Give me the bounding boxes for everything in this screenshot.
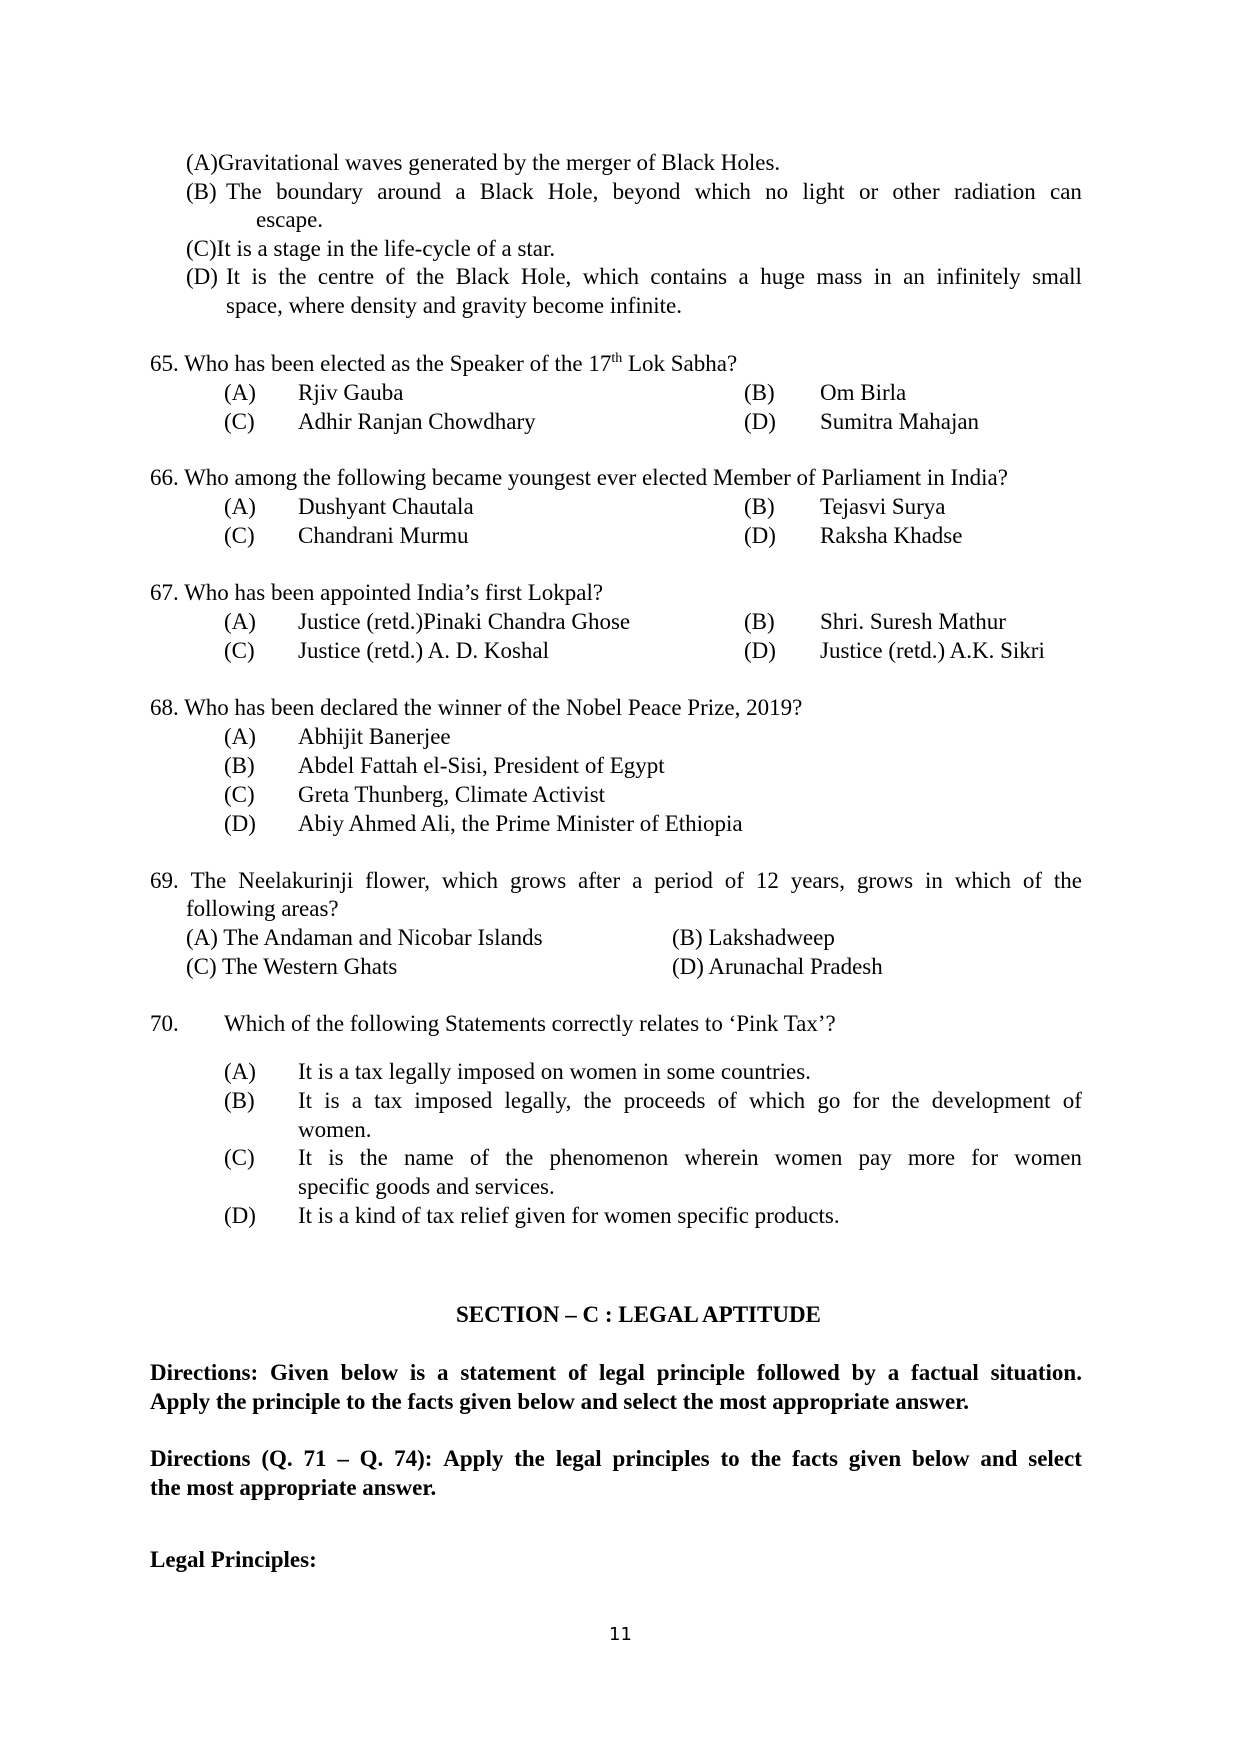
q67-c-label: (C) xyxy=(224,638,255,663)
word: (Q. xyxy=(261,1446,293,1471)
word: the xyxy=(359,1145,388,1170)
word: Directions xyxy=(150,1446,251,1471)
word: phenomenon xyxy=(549,1145,669,1170)
word: a xyxy=(351,1088,362,1113)
page-number: 11 xyxy=(609,1624,632,1645)
word: radiation xyxy=(953,179,1036,204)
word: for xyxy=(971,1145,999,1170)
q66-c-text: Chandrani Murmu xyxy=(298,523,469,548)
q68-stem: 68. Who has been declared the winner of the Nobel Peace Prize, 2019? xyxy=(150,695,803,720)
q70-c-line1 xyxy=(298,1143,1082,1172)
q66-d-label: (D) xyxy=(744,523,776,548)
word: It xyxy=(298,1088,313,1113)
word: which xyxy=(954,868,1011,893)
word: light xyxy=(802,179,845,204)
q70-d-text: It is a kind of tax relief given for women specific products. xyxy=(298,1203,840,1228)
word: imposed xyxy=(414,1088,493,1113)
q67-d-text: Justice (retd.) A.K. Sikri xyxy=(820,638,1045,663)
word: statement xyxy=(460,1360,557,1385)
q64-option-a xyxy=(186,148,780,177)
q64-option-c-text: It is a stage in the life-cycle of a star. xyxy=(216,236,556,261)
directions-2-line2: the most appropriate answer. xyxy=(150,1475,437,1500)
word: select xyxy=(1028,1446,1082,1471)
q64-option-d-line2: space, where density and gravity become infinite. xyxy=(226,293,683,318)
q70-b-line1 xyxy=(298,1086,1082,1115)
word: below xyxy=(340,1360,399,1385)
word: by xyxy=(851,1360,876,1385)
word: grows xyxy=(509,868,567,893)
word: Given xyxy=(269,1360,329,1385)
word: more xyxy=(907,1145,956,1170)
word: of xyxy=(724,868,744,893)
word: the xyxy=(1053,868,1082,893)
q65-b-label: (B) xyxy=(744,380,775,405)
q67-b-text: Shri. Suresh Mathur xyxy=(820,609,1006,634)
q70-a-text: It is a tax legally imposed on women in some countries. xyxy=(298,1059,811,1084)
word: The xyxy=(226,179,262,204)
q67-b-label: (B) xyxy=(744,609,775,634)
q66-c-label: (C) xyxy=(224,523,255,548)
q67-a-text: Justice (retd.)Pinaki Chandra Ghose xyxy=(298,609,631,634)
q64-option-c xyxy=(186,234,555,263)
q67-stem: 67. Who has been appointed India’s first Lokpal? xyxy=(150,580,604,605)
word: women xyxy=(1014,1145,1082,1170)
word: 71 xyxy=(303,1446,327,1471)
word: principle xyxy=(656,1360,745,1385)
word: of xyxy=(385,264,405,289)
word: the xyxy=(278,264,307,289)
q67-c-text: Justice (retd.) A. D. Koshal xyxy=(298,638,550,663)
q70-c-line2: specific goods and services. xyxy=(298,1174,555,1199)
word: mass xyxy=(816,264,863,289)
word: go xyxy=(817,1088,841,1113)
q70-b-label: (B) xyxy=(224,1088,255,1113)
word: after xyxy=(578,868,621,893)
q69-option-c: (C) The Western Ghats xyxy=(186,954,398,979)
word: Neelakurinji xyxy=(238,868,354,893)
word: The xyxy=(190,868,227,893)
word: a xyxy=(437,1360,449,1385)
word: in xyxy=(924,868,943,893)
word: wherein xyxy=(684,1145,759,1170)
word: 74): xyxy=(394,1446,433,1471)
q64-option-d-label: (D) xyxy=(186,264,218,289)
q68-c-text: Greta Thunberg, Climate Activist xyxy=(298,782,606,807)
word: factual xyxy=(911,1360,979,1385)
q68-d-label: (D) xyxy=(224,811,256,836)
directions-1-line2: Apply the principle to the facts given below and select the most appropriate answer. xyxy=(150,1389,970,1414)
q68-b-text: Abdel Fattah el-Sisi, President of Egypt xyxy=(298,753,665,778)
word: a xyxy=(632,868,643,893)
word: flower, xyxy=(365,868,430,893)
word: is xyxy=(251,264,267,289)
word: of xyxy=(717,1088,737,1113)
word: Black xyxy=(455,264,510,289)
directions-1-line1 xyxy=(150,1358,1082,1387)
q68-a-label: (A) xyxy=(224,724,256,749)
word: beyond xyxy=(612,179,681,204)
word: 12 xyxy=(755,868,779,893)
q68-a-text: Abhijit Banerjee xyxy=(298,724,451,749)
word: name xyxy=(403,1145,454,1170)
word: and xyxy=(980,1446,1018,1471)
q65-stem: 65. Who has been elected as the Speaker of the 17th Lok Sabha? xyxy=(150,351,738,376)
word: proceeds xyxy=(623,1088,706,1113)
word: the xyxy=(514,1446,545,1471)
word: years, xyxy=(790,868,845,893)
word: 69. xyxy=(150,868,179,893)
q65-c-text: Adhir Ranjan Chowdhary xyxy=(298,409,536,434)
q65-b-text: Om Birla xyxy=(820,380,907,405)
q69-option-a: (A) The Andaman and Nicobar Islands xyxy=(186,925,543,950)
word: Apply xyxy=(443,1446,504,1471)
word: small xyxy=(1032,264,1082,289)
q70-b-line2: women. xyxy=(298,1117,372,1142)
word: the xyxy=(416,264,445,289)
q64-option-a-text: Gravitational waves generated by the merger of Black Holes. xyxy=(217,150,781,175)
q64-option-d-line1 xyxy=(226,262,1082,291)
q67-a-label: (A) xyxy=(224,609,256,634)
q68-d-text: Abiy Ahmed Ali, the Prime Minister of Ethiopia xyxy=(298,811,743,836)
q66-a-text: Dushyant Chautala xyxy=(298,494,474,519)
word: which xyxy=(694,179,751,204)
word: the xyxy=(505,1145,534,1170)
word: of xyxy=(469,1145,490,1170)
word: situation. xyxy=(990,1360,1082,1385)
word: contains xyxy=(650,264,728,289)
q65-d-label: (D) xyxy=(744,409,776,434)
q68-b-label: (B) xyxy=(224,753,255,778)
word: other xyxy=(892,179,940,204)
q65-a-text: Rjiv Gauba xyxy=(298,380,404,405)
word: no xyxy=(765,179,789,204)
section-c-heading: SECTION – C : LEGAL APTITUDE xyxy=(456,1302,821,1327)
word: Hole, xyxy=(547,179,599,204)
word: It xyxy=(226,264,241,289)
q69-option-d: (D) Arunachal Pradesh xyxy=(672,954,883,979)
word: is xyxy=(324,1088,340,1113)
word: a xyxy=(887,1360,900,1385)
word: a xyxy=(738,264,749,289)
word: is xyxy=(328,1145,344,1170)
q64-option-b-line1 xyxy=(226,177,1082,206)
q70-d-label: (D) xyxy=(224,1203,256,1228)
word: of xyxy=(1022,868,1043,893)
directions-2-line1 xyxy=(150,1444,1082,1473)
word: Directions: xyxy=(150,1360,259,1385)
word: given xyxy=(848,1446,902,1471)
q69-option-b: (B) Lakshadweep xyxy=(672,925,835,950)
q64-option-b-line2: escape. xyxy=(256,207,324,232)
q70-c-label: (C) xyxy=(224,1145,255,1170)
word: below xyxy=(912,1446,970,1471)
word: period xyxy=(654,868,713,893)
word: women xyxy=(774,1145,843,1170)
q66-b-text: Tejasvi Surya xyxy=(820,494,946,519)
word: development xyxy=(931,1088,1051,1113)
word: an xyxy=(903,264,925,289)
word: Hole, xyxy=(520,264,572,289)
q65-c-label: (C) xyxy=(224,409,255,434)
q68-c-label: (C) xyxy=(224,782,255,807)
word: which xyxy=(441,868,499,893)
word: Q. xyxy=(359,1446,384,1471)
q66-d-text: Raksha Khadse xyxy=(820,523,963,548)
q70-number: 70. xyxy=(150,1011,179,1036)
word: a xyxy=(455,179,466,204)
q70-a-label: (A) xyxy=(224,1059,256,1084)
q69-stem-line1 xyxy=(150,866,1082,895)
word: around xyxy=(377,179,442,204)
word: which xyxy=(582,264,639,289)
word: pay xyxy=(858,1145,892,1170)
word: the xyxy=(891,1088,920,1113)
word: – xyxy=(337,1446,349,1471)
word: the xyxy=(750,1446,782,1471)
q64-option-b-label: (B) xyxy=(186,179,217,204)
q66-a-label: (A) xyxy=(224,494,256,519)
q66-stem: 66. Who among the following became youngest ever elected Member of Parliament in India? xyxy=(150,465,1008,490)
word: facts xyxy=(791,1446,838,1471)
word: to xyxy=(720,1446,740,1471)
q70-stem: Which of the following Statements correctly relates to ‘Pink Tax’? xyxy=(224,1011,836,1036)
word: followed xyxy=(756,1360,840,1385)
word: of xyxy=(567,1360,588,1385)
word: can xyxy=(1050,179,1082,204)
word: grows xyxy=(856,868,914,893)
word: in xyxy=(873,264,892,289)
legal-principles-heading: Legal Principles: xyxy=(150,1547,317,1572)
word: boundary xyxy=(276,179,363,204)
word: the xyxy=(583,1088,612,1113)
q66-b-label: (B) xyxy=(744,494,775,519)
q64-option-a-label: (A) xyxy=(186,150,218,175)
word: or xyxy=(858,179,879,204)
word: centre xyxy=(317,264,375,289)
q69-stem-line2: following areas? xyxy=(186,896,339,921)
word: legal xyxy=(598,1360,645,1385)
word: of xyxy=(1062,1088,1082,1113)
word: huge xyxy=(760,264,805,289)
word: for xyxy=(852,1088,880,1113)
word: infinitely xyxy=(936,264,1021,289)
word: legal xyxy=(555,1446,602,1471)
word: principles xyxy=(612,1446,710,1471)
word: tax xyxy=(374,1088,403,1113)
q65-a-label: (A) xyxy=(224,380,256,405)
word: Black xyxy=(479,179,534,204)
q65-d-text: Sumitra Mahajan xyxy=(820,409,980,434)
q67-d-label: (D) xyxy=(744,638,776,663)
word: is xyxy=(409,1360,426,1385)
word: It xyxy=(298,1145,313,1170)
word: legally, xyxy=(504,1088,572,1113)
q64-option-c-label: (C) xyxy=(186,236,217,261)
word: which xyxy=(748,1088,806,1113)
